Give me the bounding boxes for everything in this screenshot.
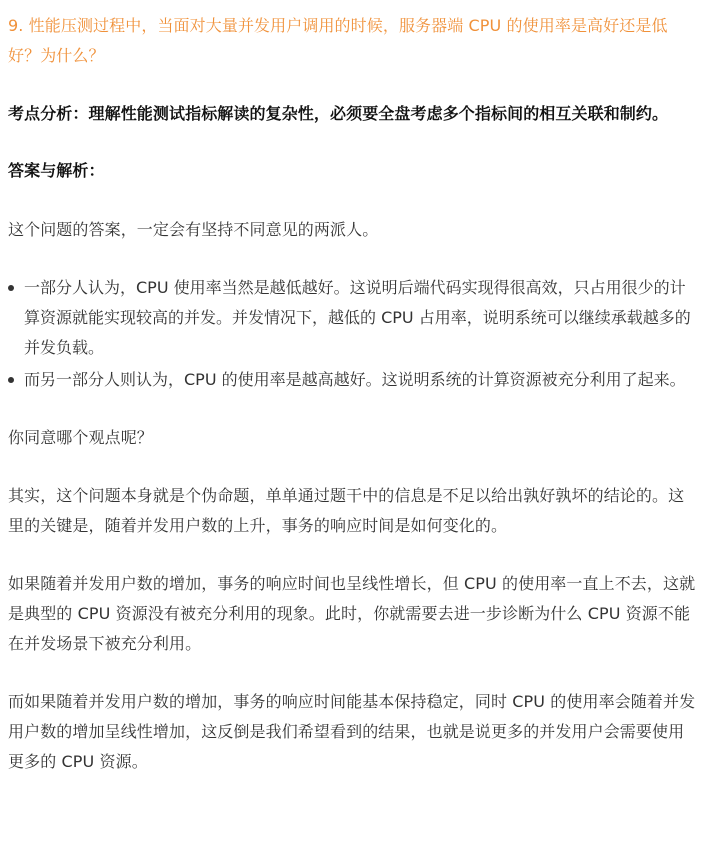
answer-heading: 答案与解析：	[8, 161, 105, 180]
analysis-text: 考点分析：理解性能测试指标解读的复杂性，必须要全盘考虑多个指标间的相互关联和制约。	[8, 104, 669, 123]
intro-paragraph: 这个问题的答案，一定会有坚持不同意见的两派人。	[8, 220, 379, 239]
list-item	[8, 273, 696, 363]
bullet-dot-icon	[8, 377, 14, 383]
opinion-list	[8, 273, 696, 395]
list-item	[8, 365, 696, 395]
question-heading: 9. 性能压测过程中，当面对大量并发用户调用的时候，服务器端 CPU 的使用率是高好还是低好？为什么？	[8, 16, 668, 65]
explanation-paragraph: 其实，这个问题本身就是个伪命题，单单通过题干中的信息是不足以给出孰好孰坏的结论的。这里的关键是，随着并发用户数的上升，事务的响应时间是如何变化的。	[8, 486, 685, 535]
list-item-text: 而另一部分人则认为，CPU 的使用率是越高越好。这说明系统的计算资源被充分利用了起来。	[24, 370, 686, 389]
underutilized-cpu-paragraph: 如果随着并发用户数的增加，事务的响应时间也呈线性增长，但 CPU 的使用率一直上不去，这就是典型的 CPU 资源没有被充分利用的现象。此时，你就需要去进一步诊断为什么 CPU 资源不能在并发场景下被充分利用。	[8, 574, 696, 653]
list-item-text: 一部分人认为，CPU 使用率当然是越低越好。这说明后端代码实现得很高效，只占用很少的计算资源就能实现较高的并发。并发情况下，越低的 CPU 占用率，说明系统可以继续承载越多的并发负载。	[24, 278, 691, 357]
expected-result-paragraph: 而如果随着并发用户数的增加，事务的响应时间能基本保持稳定，同时 CPU 的使用率会随着并发用户数的增加呈线性增加，这反倒是我们希望看到的结果，也就是说更多的并发用户会需要使用更多的 CPU 资源。	[8, 692, 696, 771]
bullet-dot-icon	[8, 285, 14, 291]
question-prompt-paragraph: 你同意哪个观点呢？	[8, 428, 153, 447]
